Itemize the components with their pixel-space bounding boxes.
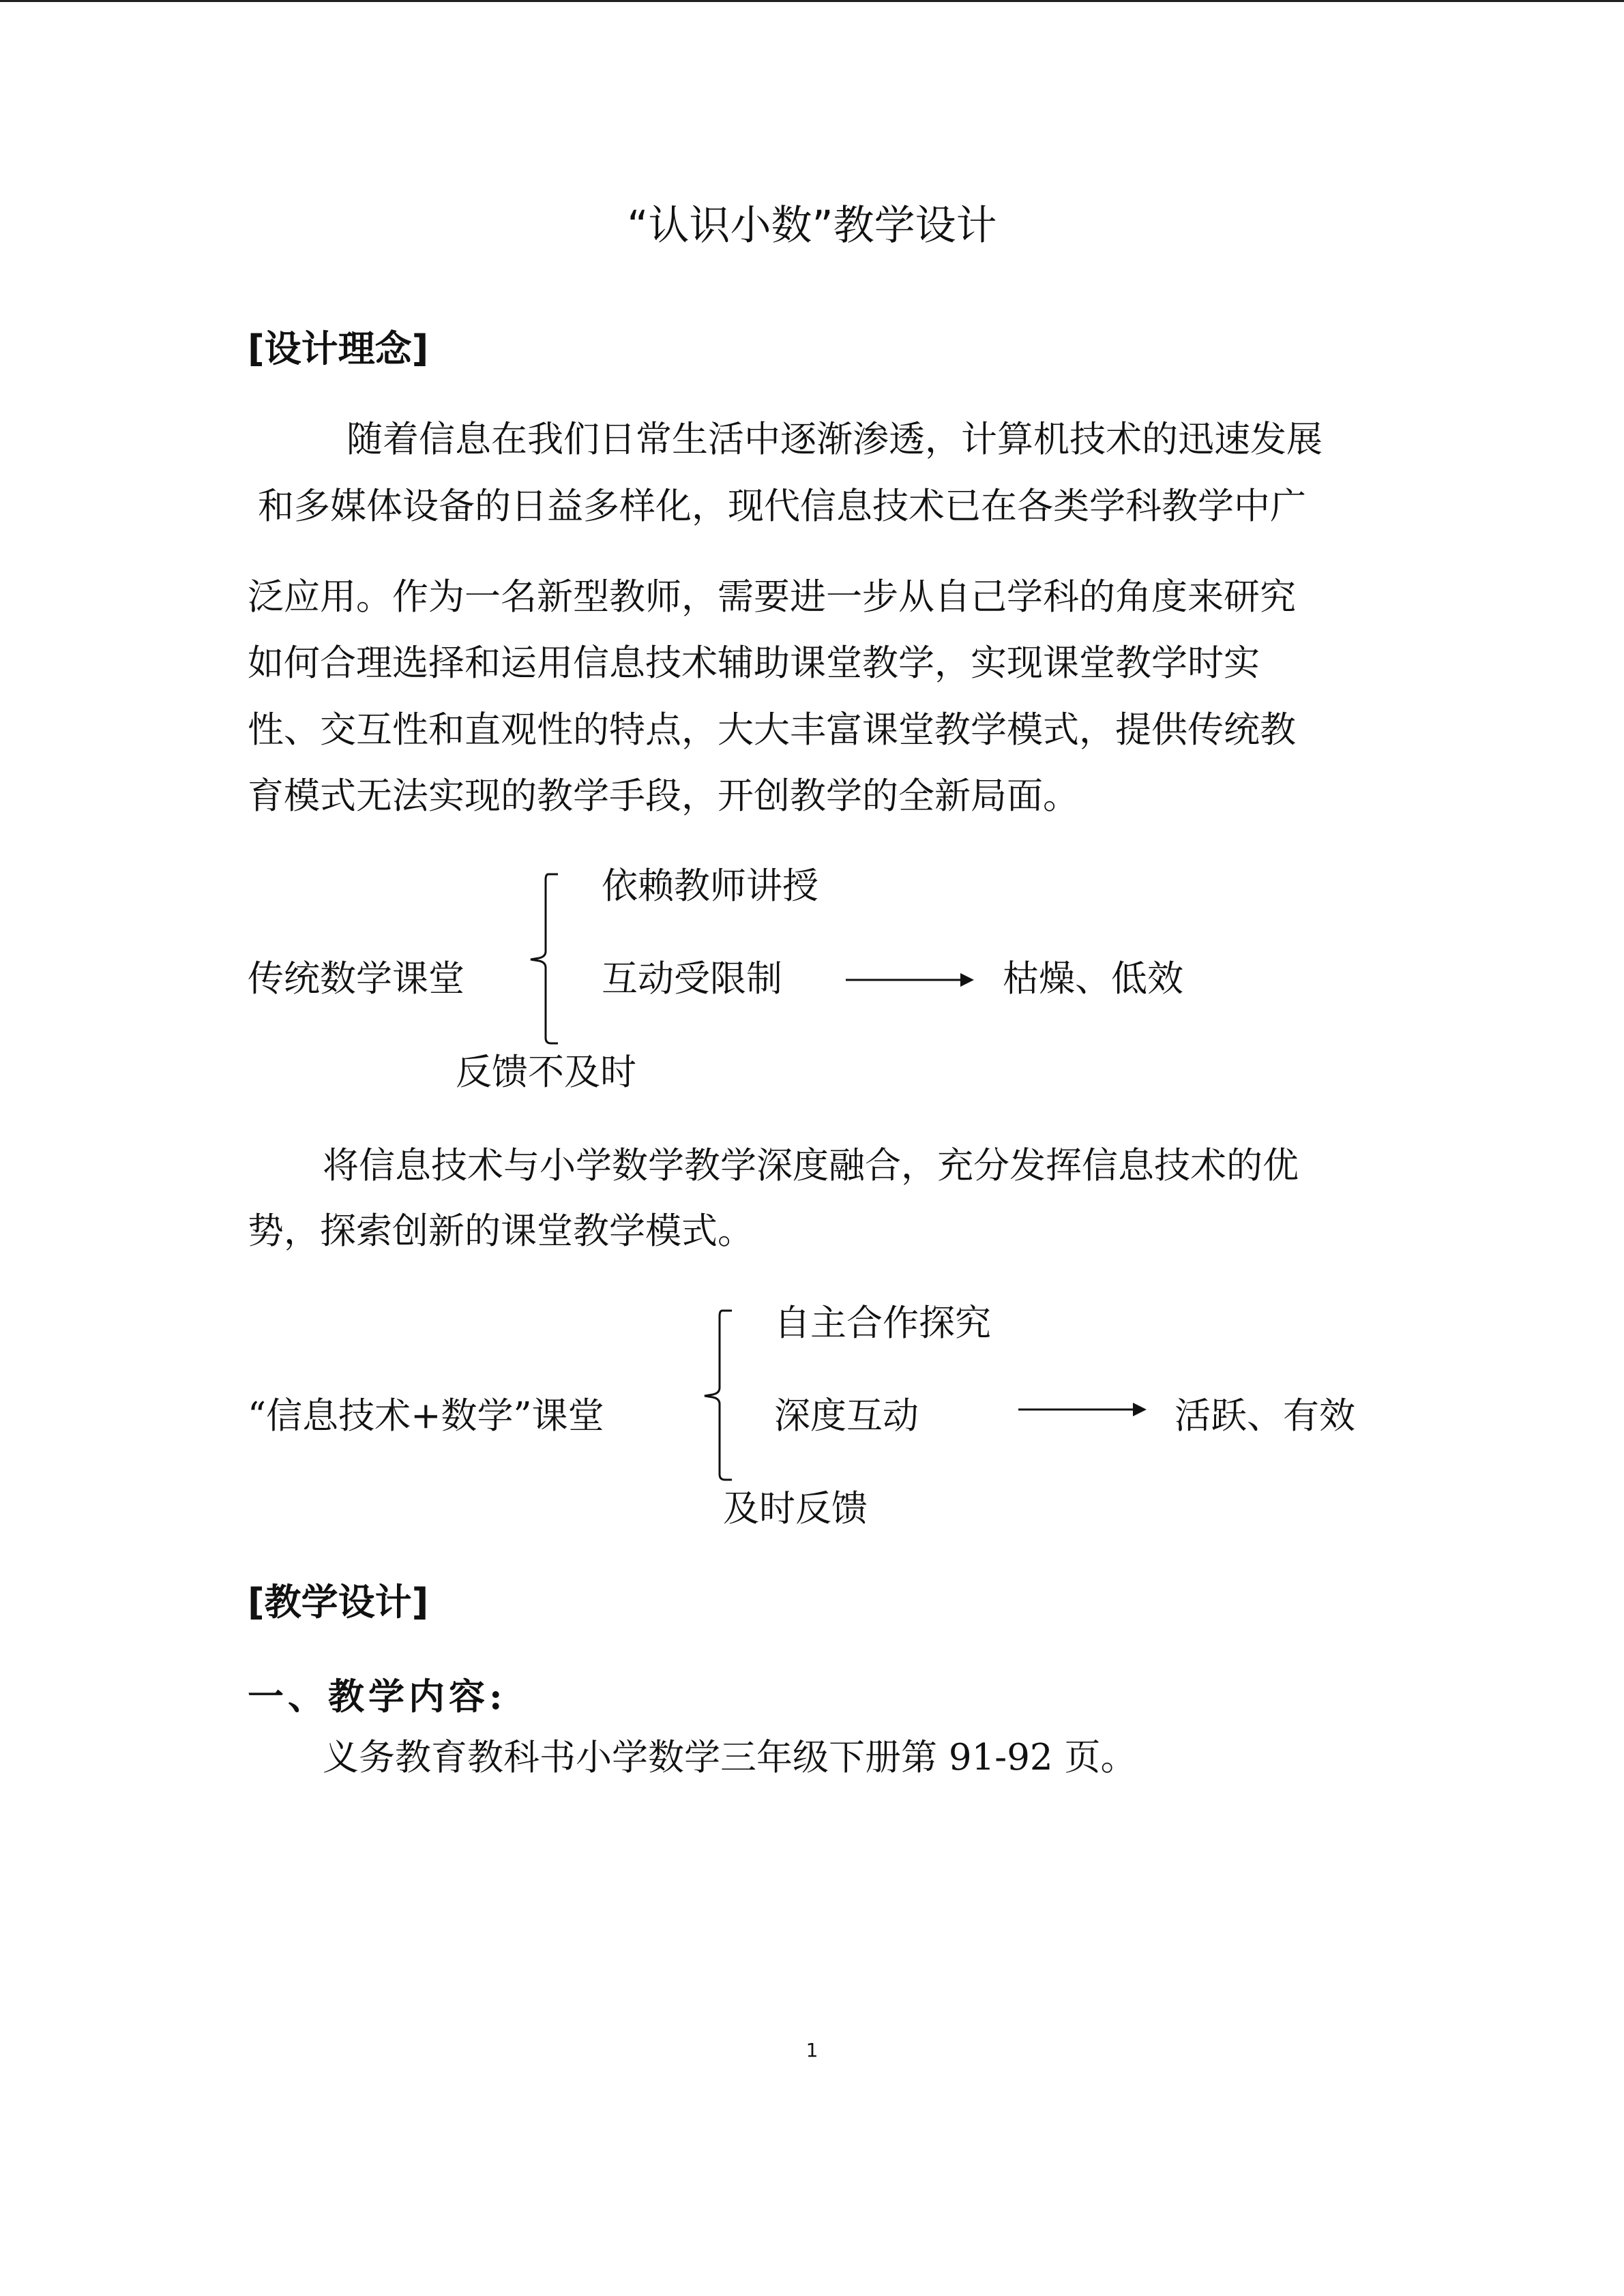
paragraph-line-4: 如何合理选择和运用信息技术辅助课堂教学，实现课堂教学时实 <box>248 642 1260 684</box>
subheading-teaching-content: 一、教学内容: <box>248 1675 507 1718</box>
diagram1-arrow-icon <box>846 970 975 990</box>
diagram2-arrow-icon <box>1018 1399 1148 1420</box>
diagram2-label: “信息技术+数学”课堂 <box>248 1395 604 1437</box>
paragraph-line-6: 育模式无法实现的教学手段，开创教学的全新局面。 <box>248 775 1079 817</box>
section-heading-teaching-design: [教学设计] <box>248 1581 429 1624</box>
diagram1-item-1: 依赖教师讲授 <box>602 865 818 907</box>
paragraph-line-2: 和多媒体设备的日益多样化，现代信息技术已在各类学科教学中广 <box>258 486 1306 527</box>
paragraph-line-5: 性、交互性和直观性的特点，大大丰富课堂教学模式，提供传统教 <box>248 709 1296 751</box>
top-border-line <box>0 0 1624 2</box>
diagram2-item-1: 自主合作探究 <box>774 1302 991 1344</box>
diagram2-item-2: 深度互动 <box>774 1395 919 1437</box>
diagram2-item-3: 及时反馈 <box>723 1488 868 1530</box>
page-number: 1 <box>806 2039 818 2061</box>
diagram2-result: 活跃、有效 <box>1175 1395 1355 1437</box>
document-title: “认识小数”教学设计 <box>627 202 997 250</box>
paragraph2-line-2: 势，探索创新的课堂教学模式。 <box>248 1210 754 1252</box>
paragraph-line-3: 泛应用。作为一名新型教师，需要进一步从自己学科的角度来研究 <box>248 576 1296 618</box>
diagram1-brace <box>518 866 559 1050</box>
diagram1-label: 传统数学课堂 <box>248 958 464 1000</box>
section-heading-design-concept: [设计理念] <box>248 327 429 370</box>
paragraph-line-1: 随着信息在我们日常生活中逐渐渗透，计算机技术的迅速发展 <box>346 419 1323 460</box>
paragraph2-line-1: 将信息技术与小学数学教学深度融合，充分发挥信息技术的优 <box>323 1145 1299 1187</box>
teaching-content-text: 义务教育教科书小学数学三年级下册第 91-92 页。 <box>323 1737 1137 1778</box>
diagram1-item-2: 互动受限制 <box>602 958 782 1000</box>
diagram1-result: 枯燥、低效 <box>1003 958 1183 1000</box>
diagram1-item-3: 反馈不及时 <box>456 1052 636 1093</box>
diagram2-brace <box>692 1302 733 1487</box>
